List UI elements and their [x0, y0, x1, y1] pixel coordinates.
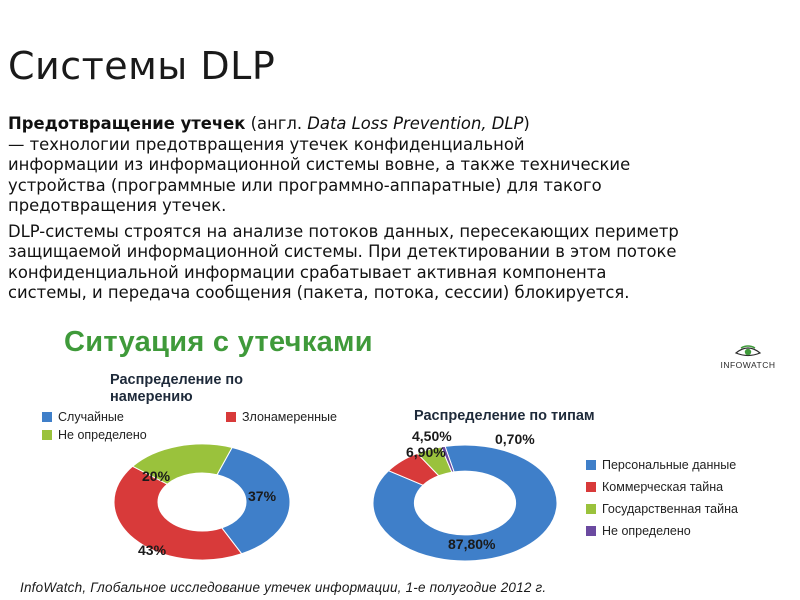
paragraph-definition [8, 114, 794, 217]
english-term: Data Loss Prevention, DLP [307, 114, 524, 133]
slide-title: Системы DLP [8, 44, 276, 88]
dlp-line-4: системы, и передача сообщения (пакета, потока, сессии) блокируется. [8, 283, 630, 302]
source-caption: InfoWatch, Глобальное исследование утечек информации, 1-е полугодие 2012 г. [20, 580, 547, 595]
chart2-label-commercial: 6,90% [406, 444, 446, 460]
close-paren: ) [523, 114, 530, 133]
term-bold: Предотвращение утечек [8, 114, 246, 133]
paragraph-dlp-systems [8, 222, 794, 304]
leak-infographic [0, 328, 800, 600]
legend-label: Коммерческая тайна [602, 480, 724, 494]
chart2-label-undefined: 0,70% [495, 431, 535, 447]
legend-swatch-green [586, 504, 596, 514]
definition-line-3: информации из информационной системы вовне, а также технические [8, 155, 631, 174]
eye-icon [708, 342, 788, 362]
legend-label: Не определено [58, 428, 147, 442]
infographic-title: Ситуация с утечками [64, 326, 373, 358]
logo-text: INFOWATCH [720, 360, 776, 370]
chart1-title [110, 372, 243, 406]
legend-swatch-green [42, 430, 52, 440]
legend-label: Государственная тайна [602, 502, 738, 516]
chart2-title: Распределение по типам [414, 408, 595, 424]
definition-line-2: — технологии предотвращения утечек конфиденциальной [8, 134, 525, 154]
chart1-legend-accidental [42, 410, 124, 424]
chart2-label-personal: 87,80% [448, 536, 496, 552]
dlp-line-1: DLP-системы строятся на анализе потоков данных, пересекающих периметр [8, 221, 679, 241]
legend-label: Злонамеренные [242, 410, 337, 424]
dlp-line-3: конфиденциальной информации срабатывает активная компонента [8, 262, 607, 282]
chart1-legend-malicious [226, 410, 337, 424]
legend-label: Случайные [58, 410, 124, 424]
donut-slice-1 [114, 466, 242, 560]
chart2-legend-commercial [586, 480, 723, 494]
slide-body [8, 114, 794, 309]
legend-swatch-blue [42, 412, 52, 422]
definition-line-4: устройства (программные или программно-аппаратные) для такого [8, 175, 602, 195]
legend-swatch-red [226, 412, 236, 422]
legend-label: Не определено [602, 524, 691, 538]
chart1-title-line1: Распределение по [110, 372, 244, 388]
chart1-label-malicious: 43% [138, 542, 167, 558]
definition-line-5: предотвращения утечек. [8, 196, 227, 215]
legend-swatch-red [586, 482, 596, 492]
chart2-legend-personal [586, 458, 736, 472]
infowatch-logo [708, 342, 788, 376]
chart2-legend-state [586, 502, 738, 516]
legend-label: Персональные данные [602, 458, 737, 472]
chart2-legend-undefined [586, 524, 691, 538]
chart1-label-undefined: 20% [142, 468, 171, 484]
dlp-line-2: защищаемой информационной системы. При детектировании в этом потоке [8, 242, 677, 261]
legend-swatch-purple [586, 526, 596, 536]
open-paren: (англ. [245, 114, 308, 133]
legend-swatch-blue [586, 460, 596, 470]
chart1-label-accidental: 37% [248, 488, 277, 504]
chart1-title-line2: намерению [110, 389, 193, 405]
chart2-label-state: 4,50% [412, 428, 452, 444]
